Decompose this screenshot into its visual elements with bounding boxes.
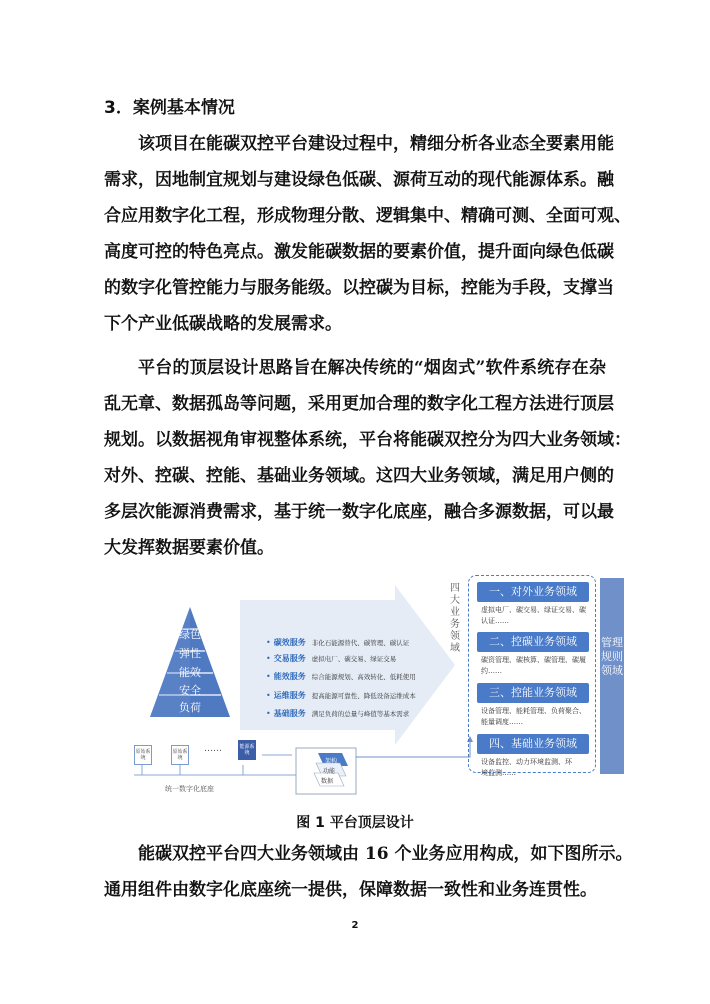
text-line: 需求，因地制宜规划与建设绿色低碳、源荷互动的现代能源体系。融 xyxy=(104,170,614,190)
text-line: 多层次能源消费需求，基于统一数字化底座，融合多源数据，可以最 xyxy=(104,502,614,522)
domain-desc: 虚拟电厂、碳交易、绿证交易、碳认证…… xyxy=(481,606,586,625)
stack-layer-label: 架构 xyxy=(324,758,337,765)
domain-desc: 设备管理、能耗管理、负荷聚合、能量调度…… xyxy=(481,707,586,726)
base-label: 统一数字化底座 xyxy=(165,785,214,793)
service-row: • 交易服务 虚拟电厂、碳交易、绿证交易 xyxy=(266,654,397,663)
stack-layer-label: 功能 xyxy=(322,768,335,775)
domain-panel xyxy=(468,575,596,777)
domain-desc: 碳资管理、碳核算、碳管理、碳履约…… xyxy=(481,656,586,675)
section-heading: 3．案例基本情况 xyxy=(104,98,235,118)
text-line: 下个产业低碳战略的发展需求。 xyxy=(104,314,342,334)
text-line: 规划。以数据视角审视整体系统，平台将能碳双控分为四大业务领域： xyxy=(104,430,631,450)
domain-desc: 设备监控、动力环境监测、环境监测…… xyxy=(481,758,572,777)
text-line: 对外、控碳、控能、基础业务领域。这四大业务领域，满足用户侧的 xyxy=(104,466,614,486)
figure-caption: 图 1 平台顶层设计 xyxy=(296,815,414,831)
ellipsis: …… xyxy=(204,744,222,754)
pyramid-level-label: 能效 xyxy=(179,666,201,679)
service-row: • 能效服务 综合能源规划、高效转化、低耗使用 xyxy=(266,672,416,681)
system-box: 能源系统 xyxy=(238,740,256,760)
service-row: • 碳效服务 非化石能源替代、碳管理、碳认证 xyxy=(266,638,410,647)
page-number: 2 xyxy=(351,920,359,931)
vertical-domain-label: 四大业务领域 xyxy=(450,583,460,654)
service-row: • 基础服务 满足负荷的总量与峰值等基本需求 xyxy=(266,709,410,718)
pyramid-level-label: 绿色 xyxy=(179,628,201,641)
stack-layer-label: 数据 xyxy=(320,778,333,785)
text-line: 能碳双控平台四大业务领域由 16 个业务应用构成，如下图所示。 xyxy=(138,844,633,864)
text-line: 高度可控的特色亮点。激发能碳数据的要素价值，提升面向绿色低碳 xyxy=(104,242,614,262)
domain-title: 三、控能业务领域 xyxy=(477,683,589,703)
text-line: 乱无章、数据孤岛等问题，采用更加合理的数字化工程方法进行顶层 xyxy=(104,394,614,414)
domain-title: 二、控碳业务领域 xyxy=(477,632,589,652)
service-row: • 运维服务 提高能源可靠性、降低设备运维成本 xyxy=(266,691,416,700)
text-line: 通用组件由数字化底座统一提供，保障数据一致性和业务连贯性。 xyxy=(104,880,597,900)
domain-title: 四、基础业务领域 xyxy=(477,734,589,754)
system-box: 原始系统 xyxy=(134,745,152,765)
text-line: 合应用数字化工程，形成物理分散、逻辑集中、精确可测、全面可观、 xyxy=(104,206,631,226)
text-line: 该项目在能碳双控平台建设过程中，精细分析各业态全要素用能 xyxy=(138,134,614,154)
text-line: 平台的顶层设计思路旨在解决传统的“烟囱式”软件系统存在杂 xyxy=(138,358,606,378)
management-rules-bar: 管理规则领域 xyxy=(600,578,624,774)
pyramid-level-label: 安全 xyxy=(179,684,201,697)
pyramid-level-label: 弹性 xyxy=(179,647,201,660)
paragraph-3 xyxy=(104,836,633,908)
text-line: 大发挥数据要素价值。 xyxy=(104,538,274,558)
pyramid-level-label: 负荷 xyxy=(179,701,201,714)
text-line: 的数字化管控能力与服务能级。以控碳为目标，控能为手段，支撑当 xyxy=(104,278,614,298)
domain-title: 一、对外业务领域 xyxy=(477,582,589,602)
system-box: 原始系统 xyxy=(171,745,189,765)
